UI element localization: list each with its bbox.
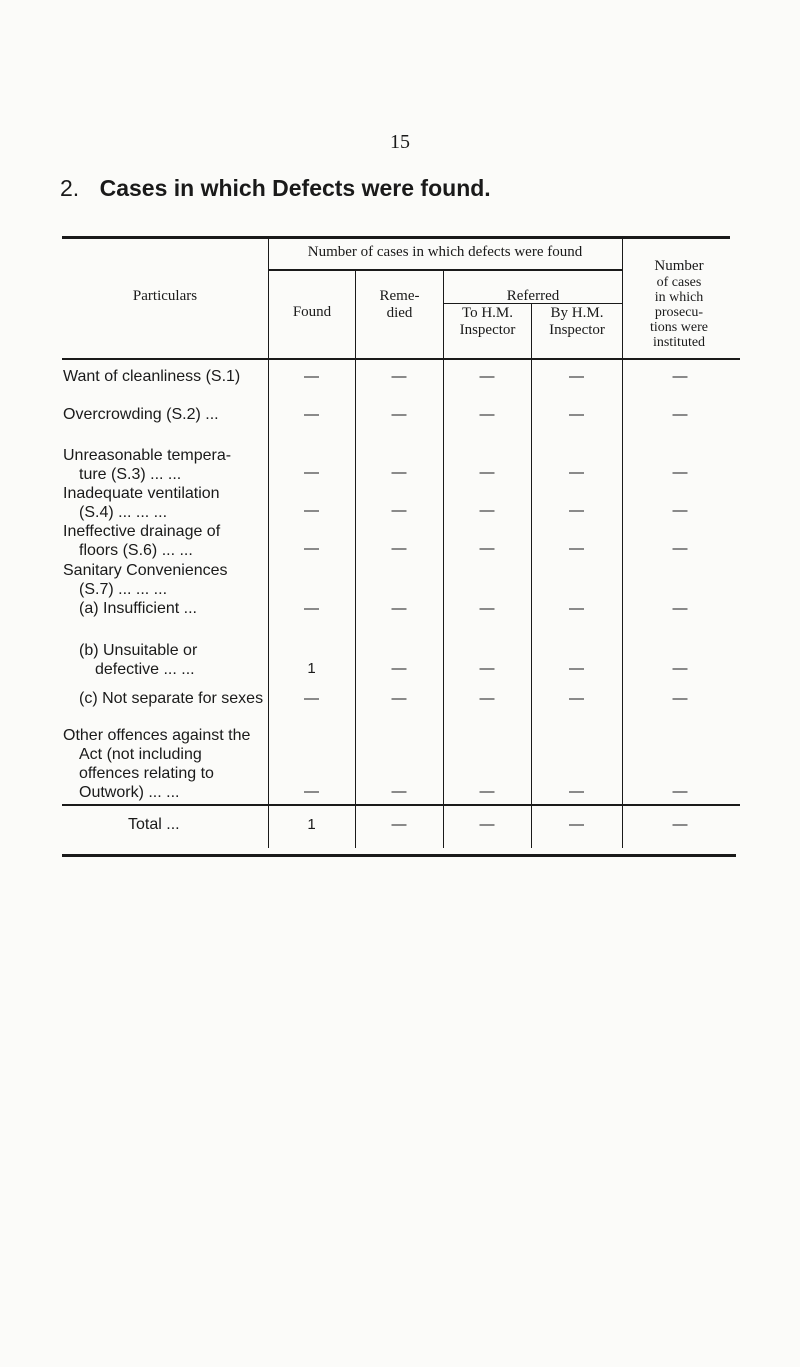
col-rule-2 xyxy=(355,270,356,848)
row-6-prosecutions-value: — xyxy=(672,600,688,617)
row-label-insufficient: (a) Insufficient ... xyxy=(79,600,197,617)
total-by-hm-inspector-value: — xyxy=(569,816,584,833)
row-7-prosecutions-value: — xyxy=(672,660,688,677)
row-6-to-hm-inspector-value: — xyxy=(479,600,495,617)
row-2-to-hm-inspector-value: — xyxy=(479,464,495,481)
total-remedied-value: — xyxy=(391,816,407,833)
group-header-rule xyxy=(268,269,622,271)
section-number: 2. xyxy=(60,175,80,201)
row-6-by-hm-inspector-value: — xyxy=(569,600,584,617)
row-8-by-hm-inspector-value: — xyxy=(569,690,584,707)
row-7-to-hm-inspector-value: — xyxy=(479,660,495,677)
row-8-prosecutions-value: — xyxy=(672,690,688,707)
row-1-remedied-value: — xyxy=(391,406,407,423)
row-4-remedied-value: — xyxy=(391,540,407,557)
row-6-remedied-value: — xyxy=(391,600,407,617)
row-7-by-hm-inspector-value: — xyxy=(569,660,584,677)
row-label-overcrowding: Overcrowding (S.2) ... xyxy=(63,406,219,423)
header-to-hm-inspector: To H.M. Inspector xyxy=(459,305,516,338)
row-label-drainage: Ineffective drainage of floors (S.6) ... ... xyxy=(63,523,221,559)
row-3-by-hm-inspector-value: — xyxy=(569,502,584,519)
row-label-cleanliness: Want of cleanliness (S.1) xyxy=(63,368,241,385)
row-7-found-value: 1 xyxy=(307,660,316,677)
row-1-found-value: — xyxy=(304,406,319,423)
row-9-remedied-value: — xyxy=(391,783,407,800)
total-to-hm-inspector-value: — xyxy=(479,816,495,833)
row-3-prosecutions-value: — xyxy=(672,502,688,519)
col-rule-3 xyxy=(443,270,444,848)
header-group: Number of cases in which defects were found xyxy=(307,244,583,260)
total-top-rule xyxy=(62,804,740,806)
header-particulars: Particulars xyxy=(132,288,198,304)
page-number: 15 xyxy=(390,131,410,153)
header-bottom-rule xyxy=(62,358,740,360)
total-found-value: 1 xyxy=(307,816,316,833)
header-prosecutions: Number of cases in which prosecu- tions were instituted xyxy=(650,258,708,350)
row-7-remedied-value: — xyxy=(391,660,407,677)
row-2-prosecutions-value: — xyxy=(672,464,688,481)
row-4-prosecutions-value: — xyxy=(672,540,688,557)
header-by-hm-inspector: By H.M. Inspector xyxy=(549,305,605,338)
row-8-found-value: — xyxy=(304,690,319,707)
row-1-prosecutions-value: — xyxy=(672,406,688,423)
row-4-found-value: — xyxy=(304,540,319,557)
row-8-to-hm-inspector-value: — xyxy=(479,690,495,707)
table-bottom-rule xyxy=(62,854,736,857)
row-label-total: Total ... xyxy=(128,816,180,833)
row-4-to-hm-inspector-value: — xyxy=(479,540,495,557)
row-2-found-value: — xyxy=(304,464,319,481)
row-1-to-hm-inspector-value: — xyxy=(479,406,495,423)
row-label-ventilation: Inadequate ventilation (S.4) ... ... ... xyxy=(63,485,220,521)
row-label-other-offences: Other offences against the Act (not including offences relating to Outwork) ... ... xyxy=(63,727,251,801)
section-title: Cases in which Defects were found. xyxy=(99,175,491,201)
row-0-found-value: — xyxy=(304,368,319,385)
row-8-remedied-value: — xyxy=(391,690,407,707)
row-0-remedied-value: — xyxy=(391,368,407,385)
col-rule-4 xyxy=(531,304,532,848)
row-0-to-hm-inspector-value: — xyxy=(479,368,495,385)
row-3-to-hm-inspector-value: — xyxy=(479,502,495,519)
row-4-by-hm-inspector-value: — xyxy=(569,540,584,557)
row-9-found-value: — xyxy=(304,783,319,800)
row-label-temperature: Unreasonable tempera- ture (S.3) ... ... xyxy=(63,447,232,483)
header-referred: Referred xyxy=(506,288,560,304)
table-top-rule xyxy=(62,236,730,239)
row-label-not-separate: (c) Not separate for sexes xyxy=(79,690,264,707)
total-prosecutions-value: — xyxy=(672,816,688,833)
section-heading xyxy=(60,175,491,202)
row-9-to-hm-inspector-value: — xyxy=(479,783,495,800)
row-6-found-value: — xyxy=(304,600,319,617)
row-9-by-hm-inspector-value: — xyxy=(569,783,584,800)
row-label-sanitary: Sanitary Conveniences (S.7) ... ... ... xyxy=(63,562,228,598)
row-3-found-value: — xyxy=(304,502,319,519)
row-3-remedied-value: — xyxy=(391,502,407,519)
header-remedied: Reme- died xyxy=(379,288,420,321)
row-1-by-hm-inspector-value: — xyxy=(569,406,584,423)
row-2-remedied-value: — xyxy=(391,464,407,481)
row-2-by-hm-inspector-value: — xyxy=(569,464,584,481)
row-0-by-hm-inspector-value: — xyxy=(569,368,584,385)
row-0-prosecutions-value: — xyxy=(672,368,688,385)
row-label-unsuitable: (b) Unsuitable or defective ... ... xyxy=(79,642,198,678)
header-found: Found xyxy=(292,304,332,320)
row-9-prosecutions-value: — xyxy=(672,783,688,800)
